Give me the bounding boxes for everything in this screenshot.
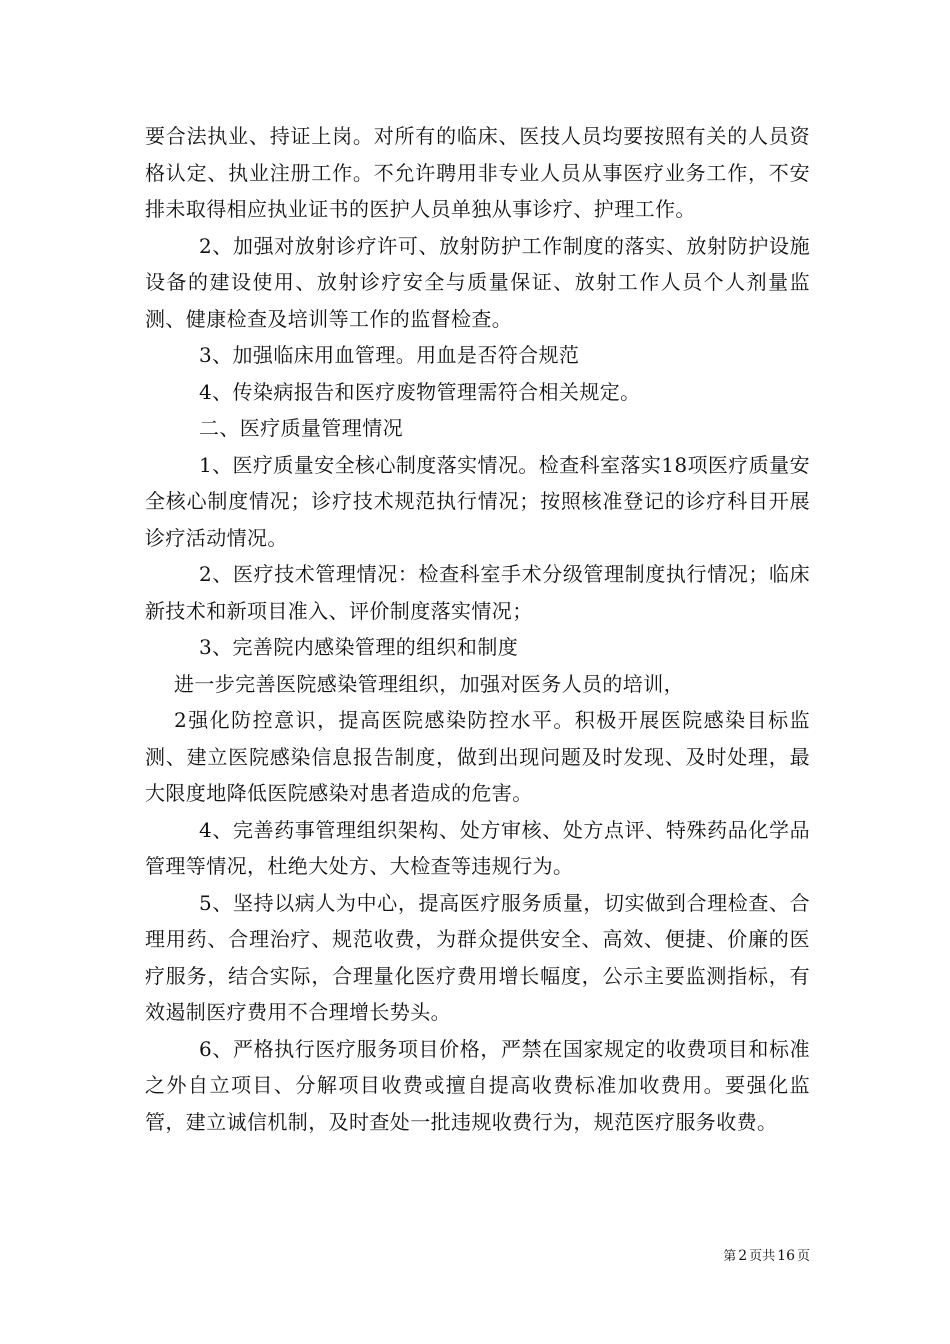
page-number: 2 (738, 1248, 748, 1264)
page-footer (690, 1247, 810, 1266)
footer-prefix: 第 (723, 1249, 737, 1264)
paragraph-8: 3、完善院内感染管理的组织和制度 (199, 635, 519, 659)
paragraph-1: 要合法执业、持证上岗。对所有的临床、医技人员均要按照有关的人员资格认定、执业注册工作。不允许聘用非专业人员从事医疗业务工作，不安排未取得相应执业证书的医护人员单独从事诊疗、护理工作。 (145, 124, 810, 221)
section-heading: 二、医疗质量管理情况 (199, 416, 403, 440)
footer-suffix: 页 (796, 1249, 810, 1264)
paragraph-3: 3、加强临床用血管理。用血是否符合规范 (199, 343, 580, 367)
body-text (145, 118, 810, 1140)
paragraph-9: 进一步完善医院感染管理组织，加强对医务人员的培训， (174, 671, 684, 696)
paragraph-12: 5、坚持以病人为中心，提高医疗服务质量，切实做到合理检查、合理用药、合理治疗、规范收费，为群众提供安全、高效、便捷、价廉的医疗服务，结合实际，合理量化医疗费用增长幅度，公示主要监测指标，有效遏制医疗费用不合理增长势头。 (145, 890, 810, 1024)
paragraph-7: 2、医疗技术管理情况：检查科室手术分级管理制度执行情况；临床新技术和新项目准入、评价制度落实情况； (145, 562, 810, 623)
paragraph-13: 6、严格执行医疗服务项目价格，严禁在国家规定的收费项目和标准之外自立项目、分解项目收费或擅自提高收费标准加收费用。要强化监管，建立诚信机制，及时查处一批违规收费行为，规范医疗服务收费。 (145, 1036, 810, 1134)
total-pages: 16 (777, 1248, 795, 1264)
paragraph-4: 4、传染病报告和医疗废物管理需符合相关规定。 (199, 379, 641, 404)
paragraph-2: 2、加强对放射诊疗许可、放射防护工作制度的落实、放射防护设施设备的建设使用、放射诊疗安全与质量保证、放射工作人员个人剂量监测、健康检查及培训等工作的监督检查。 (145, 233, 810, 331)
paragraph-10: 2强化防控意识，提高医院感染防控水平。积极开展医院感染目标监测、建立医院感染信息报告制度，做到出现问题及时发现、及时处理，最大限度地降低医院感染对患者造成的危害。 (145, 708, 810, 805)
paragraph-6: 1、医疗质量安全核心制度落实情况。检查科室落实18项医疗质量安全核心制度情况；诊疗技术规范执行情况；按照核准登记的诊疗科目开展诊疗活动情况。 (145, 452, 810, 550)
footer-middle: 页共 (749, 1249, 776, 1264)
paragraph-11: 4、完善药事管理组织架构、处方审核、处方点评、特殊药品化学品管理等情况，杜绝大处方、大检查等违规行为。 (145, 817, 810, 878)
